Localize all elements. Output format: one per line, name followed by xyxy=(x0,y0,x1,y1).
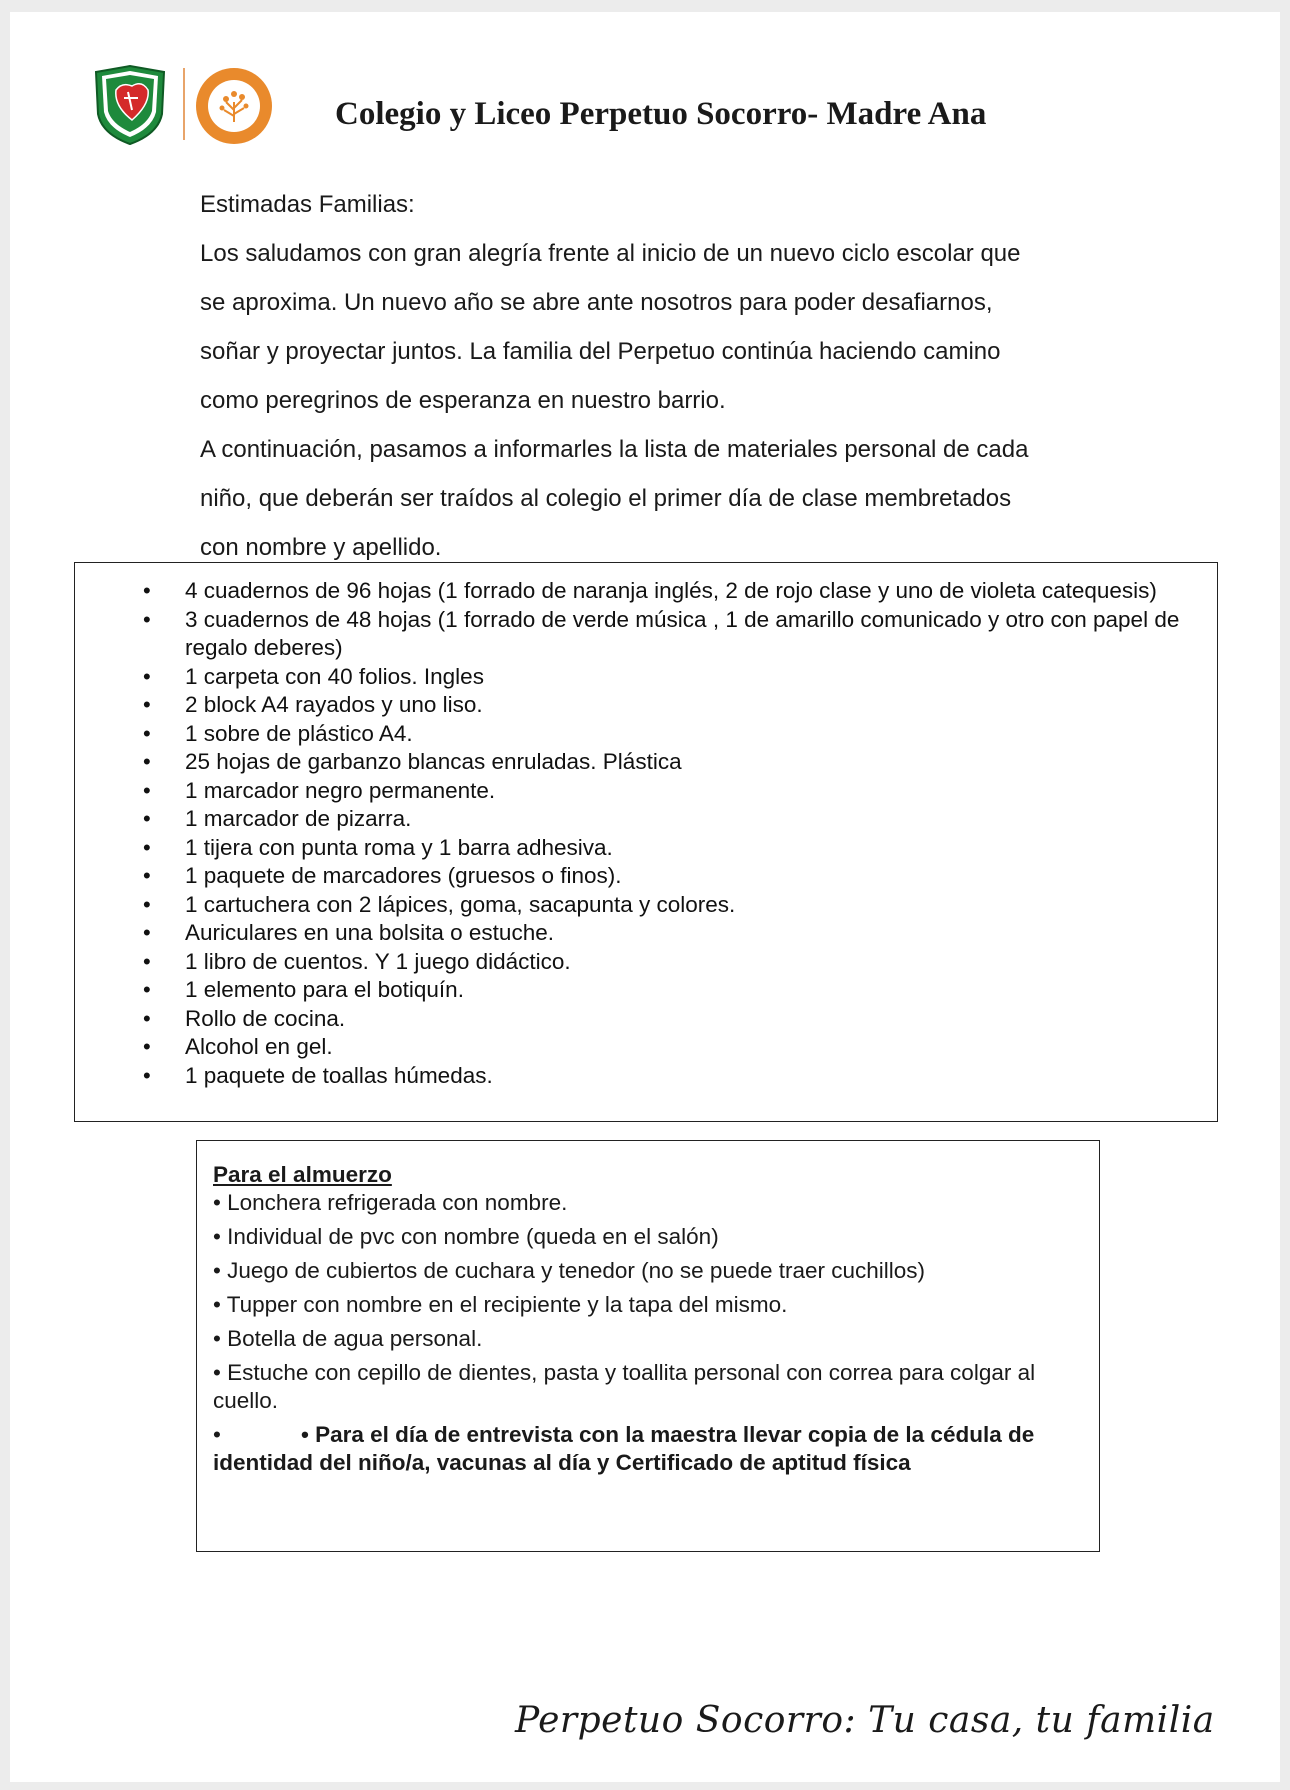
letter-line: con nombre y apellido. xyxy=(200,534,442,561)
lunch-item: • Tupper con nombre en el recipiente y la tapa del mismo. xyxy=(213,1292,788,1317)
materials-item: • 3 cuadernos de 48 hojas (1 forrado de verde música , 1 de amarillo comunicado y otro con papel de regalo deberes) xyxy=(121,606,1205,663)
note-bullet: • xyxy=(213,1422,221,1447)
materials-item: • 1 elemento para el botiquín. xyxy=(121,976,1205,1005)
fundacion-sophia-logo xyxy=(194,66,274,146)
school-shield-logo xyxy=(92,64,168,146)
materials-item: • 1 marcador de pizarra. xyxy=(121,805,1205,834)
lunch-item: • Individual de pvc con nombre (queda en el salón) xyxy=(213,1224,719,1249)
school-title: Colegio y Liceo Perpetuo Socorro- Madre Ana xyxy=(335,96,987,132)
materials-item: • 1 paquete de marcadores (gruesos o finos). xyxy=(121,862,1205,891)
logo-divider xyxy=(183,68,185,140)
materials-item: • 2 block A4 rayados y uno liso. xyxy=(121,691,1205,720)
materials-item: • 1 tijera con punta roma y 1 barra adhesiva. xyxy=(121,834,1205,863)
document-page xyxy=(10,12,1280,1782)
footer-slogan: Perpetuo Socorro: Tu casa, tu familia xyxy=(515,1700,1215,1741)
letter-line: A continuación, pasamos a informarles la lista de materiales personal de cada xyxy=(200,436,1029,463)
materials-item: • 1 cartuchera con 2 lápices, goma, sacapunta y colores. xyxy=(121,891,1205,920)
materials-item: • Rollo de cocina. xyxy=(121,1005,1205,1034)
lunch-item: • Juego de cubiertos de cuchara y tenedor (no se puede traer cuchillos) xyxy=(213,1258,926,1283)
materials-item: • Alcohol en gel. xyxy=(121,1033,1205,1062)
materials-item: • Auriculares en una bolsita o estuche. xyxy=(121,919,1205,948)
lunch-item: • Lonchera refrigerada con nombre. xyxy=(213,1190,568,1215)
lunch-title: Para el almuerzo xyxy=(213,1162,392,1187)
lunch-content xyxy=(213,1161,1083,1477)
letter-line: como peregrinos de esperanza en nuestro barrio. xyxy=(200,387,726,414)
letter-line: niño, que deberán ser traídos al colegio el primer día de clase membretados xyxy=(200,485,1012,512)
materials-box xyxy=(74,562,1218,1122)
materials-list xyxy=(185,577,1205,1090)
materials-item: • 1 libro de cuentos. Y 1 juego didáctico. xyxy=(121,948,1205,977)
materials-item: • 25 hojas de garbanzo blancas enruladas. Plástica xyxy=(121,748,1205,777)
materials-item: • 1 marcador negro permanente. xyxy=(121,777,1205,806)
letter-line: se aproxima. Un nuevo año se abre ante nosotros para poder desafiarnos, xyxy=(200,289,993,316)
materials-item: • 1 paquete de toallas húmedas. xyxy=(121,1062,1205,1091)
materials-item: • 4 cuadernos de 96 hojas (1 forrado de naranja inglés, 2 de rojo clase y uno de violeta catequesis) xyxy=(121,577,1205,606)
letter-line: Los saludamos con gran alegría frente al inicio de un nuevo ciclo escolar que xyxy=(200,240,1021,267)
letter-body xyxy=(200,180,1100,572)
lunch-box xyxy=(196,1140,1100,1552)
letter-greeting: Estimadas Familias: xyxy=(200,191,415,218)
interview-note-text: • Para el día de entrevista con la maestra llevar copia de la cédula de identidad del niño/a, vacunas al día y Certificado de aptitud física xyxy=(213,1422,1035,1475)
lunch-item: • Botella de agua personal. xyxy=(213,1326,483,1351)
materials-item: • 1 carpeta con 40 folios. Ingles xyxy=(121,663,1205,692)
materials-item: • 1 sobre de plástico A4. xyxy=(121,720,1205,749)
lunch-item: • Estuche con cepillo de dientes, pasta y toallita personal con correa para colgar al cuello. xyxy=(213,1360,1036,1413)
interview-note xyxy=(213,1421,1083,1477)
letter-line: soñar y proyectar juntos. La familia del Perpetuo continúa haciendo camino xyxy=(200,338,1001,365)
